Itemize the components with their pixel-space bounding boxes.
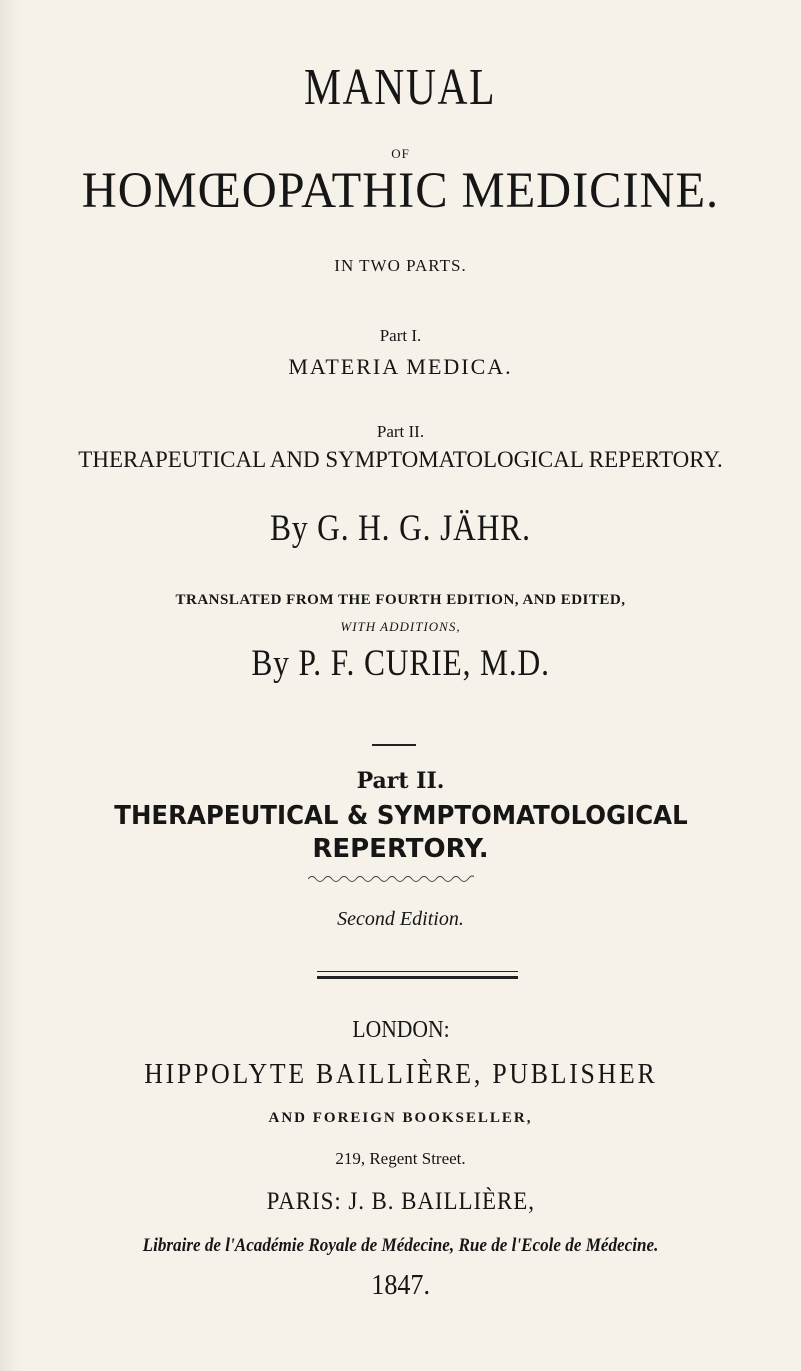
part2-title: THERAPEUTICAL AND SYMPTOMATOLOGICAL REPERTORY. — [78, 447, 723, 472]
editor-line: By P. F. CURIE, M.D. — [251, 643, 550, 684]
double-rule-thick — [317, 976, 518, 979]
translated-line: TRANSLATED FROM THE FOURTH EDITION, AND EDITED, — [175, 592, 626, 608]
imprint-city: LONDON: — [351, 1017, 450, 1043]
imprint-paris: PARIS: J. B. BAILLIÈRE, — [266, 1188, 535, 1215]
volume-label: Part II. — [356, 768, 445, 794]
main-title: HOMŒOPATHIC MEDICINE. — [81, 163, 720, 219]
imprint-libraire: Libraire de l'Académie Royale de Médecine, Rue de l'Ecole de Médecine. — [142, 1235, 659, 1256]
heading-manual: MANUAL — [304, 59, 497, 116]
part2-label: Part II. — [376, 422, 425, 441]
short-rule — [372, 744, 416, 746]
with-additions: WITH ADDITIONS, — [340, 619, 461, 634]
parts-note: IN TWO PARTS. — [334, 256, 467, 275]
volume-title-line1: THERAPEUTICAL & SYMPTOMATOLOGICAL — [113, 801, 688, 831]
volume-title-line2: REPERTORY. — [312, 834, 489, 864]
part1-label: Part I. — [379, 326, 422, 345]
edition: Second Edition. — [337, 908, 464, 930]
imprint-year: 1847. — [371, 1269, 430, 1301]
author-line: By G. H. G. JÄHR. — [270, 508, 531, 549]
wavy-ornament — [308, 873, 474, 883]
part1-title: MATERIA MEDICA. — [288, 354, 513, 379]
imprint-foreign: AND FOREIGN BOOKSELLER, — [268, 1110, 533, 1126]
double-rule-thin — [317, 971, 518, 972]
imprint-publisher: HIPPOLYTE BAILLIÈRE, PUBLISHER — [143, 1059, 658, 1090]
heading-of: OF — [391, 146, 410, 161]
imprint-address: 219, Regent Street. — [335, 1149, 466, 1168]
